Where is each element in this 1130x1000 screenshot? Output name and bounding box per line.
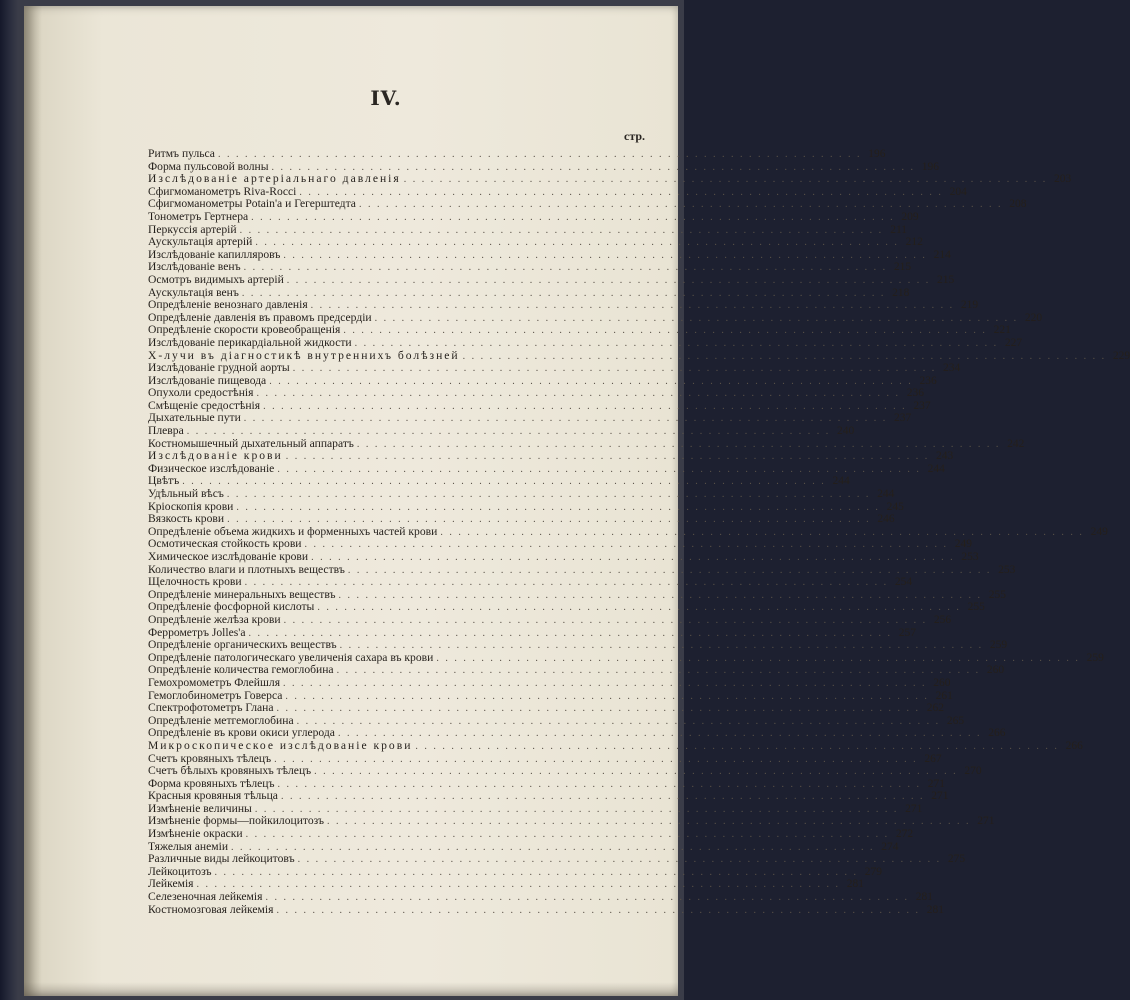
toc-entry-title: Сфигмоманометръ Riva-Rocci [148, 184, 297, 198]
toc-leader-dots [463, 351, 1107, 364]
toc-leader-dots [276, 905, 920, 918]
toc-entry [148, 575, 913, 589]
toc-leader-dots [283, 678, 927, 691]
toc-entry [148, 147, 886, 161]
toc-entry-page: 215 [937, 273, 955, 286]
toc-leader-dots [357, 439, 1001, 452]
toc-entry-page: 236 [906, 387, 924, 400]
toc-entry-page: 243 [935, 450, 954, 463]
toc-leader-dots [277, 464, 921, 477]
toc-entry-title: Опредѣленіе объема жидкихъ и форменныхъ частей крови [148, 524, 438, 538]
toc-entry-page: 281 [915, 891, 933, 904]
toc-entry-page: 260 [933, 676, 951, 689]
toc-leader-dots [317, 602, 961, 615]
toc-entry-page: 209 [901, 210, 919, 223]
toc-entry [148, 675, 951, 690]
toc-entry [148, 424, 855, 438]
toc-entry-page: 219 [960, 299, 979, 312]
toc-entry [148, 550, 979, 564]
toc-entry-page: 267 [924, 752, 942, 765]
toc-entry-title: Костномозговая лейкемія [148, 902, 274, 916]
toc-entry-page: 254 [894, 576, 913, 589]
toc-entry-title: Плевра [148, 424, 184, 438]
toc-entry-page: 255 [988, 588, 1007, 601]
toc-entry-page: 249 [954, 538, 973, 551]
toc-entry [148, 209, 919, 224]
toc-leader-dots [227, 489, 871, 502]
page-fold-shadow [24, 6, 42, 996]
toc-leader-dots [251, 212, 895, 225]
toc-entry-title: Осмотръ видимыхъ артерій [148, 272, 284, 286]
toc-leader-dots [415, 741, 1059, 754]
toc-leader-dots [297, 716, 941, 729]
toc-entry-page: 272 [895, 828, 914, 841]
toc-entry-title: Тяжелыя анеміи [148, 839, 229, 853]
toc-entry-page: 266 [1065, 739, 1083, 752]
toc-entry [148, 411, 912, 425]
toc-entry-title: Селезеночная лейкемія [148, 890, 263, 904]
toc-entry-title: Лейкоцитозъ [148, 864, 212, 878]
toc-entry-page: 208 [1009, 198, 1027, 211]
toc-entry-page: 196 [921, 160, 939, 173]
toc-entry-page: 236 [919, 374, 937, 387]
toc-entry-page: 259 [1086, 651, 1104, 664]
toc-entry [148, 902, 944, 917]
toc-leader-dots [214, 867, 858, 880]
toc-entry-title: Опредѣленіе въ крови окиси углерода [148, 726, 335, 740]
toc-entry-page: 196 [868, 148, 886, 160]
toc-entry-title: Счетъ бѣлыхъ кровяныхъ тѣлецъ [148, 764, 312, 778]
toc-leader-dots [281, 791, 925, 804]
toc-leader-dots [182, 476, 826, 489]
toc-entry-title: Химическое изслѣдованіе крови [148, 550, 309, 563]
toc-entry-page: 244 [877, 488, 895, 501]
toc-entry [148, 738, 1083, 753]
toc-entry-page: 256 [933, 613, 952, 626]
toc-leader-dots [278, 779, 922, 792]
toc-leader-dots [256, 388, 900, 401]
toc-entry-page: 260 [986, 664, 1005, 677]
toc-entry [148, 852, 966, 866]
toc-entry-page: 221 [993, 324, 1011, 337]
toc-leader-dots [305, 539, 949, 552]
toc-entry [148, 461, 945, 476]
toc-entry [148, 335, 1023, 350]
toc-entry-title: Тонометръ Гертнера [148, 209, 249, 223]
toc-entry-page: 242 [1007, 437, 1025, 450]
toc-entry-title: Измѣненіе формы—пойкилоцитозъ [148, 814, 325, 828]
toc-leader-dots [311, 300, 955, 313]
toc-leader-dots [343, 325, 987, 338]
toc-entry-title: Х-лучи въ діагностикѣ внутреннихъ болѣзней [148, 348, 460, 362]
toc-entry-page: 253 [998, 563, 1016, 576]
toc-entry-title: Опредѣленіе патологическаго увеличенія сахара въ крови [148, 650, 434, 664]
toc-entry-page: 271 [931, 790, 949, 803]
toc-entry-title: Различные виды лейкоцитовъ [148, 852, 295, 866]
toc-entry-page: 279 [864, 865, 882, 878]
toc-entry-title: Физическое изслѣдованіе [148, 461, 275, 475]
toc-entry-page: 227 [1004, 336, 1023, 349]
toc-entry-page: 240 [836, 425, 855, 438]
toc-entry [148, 449, 954, 463]
toc-leader-dots [277, 703, 921, 716]
toc-leader-dots [311, 552, 955, 565]
toc-leader-dots [284, 615, 928, 628]
toc-entry-title: Ритмъ пульса [148, 147, 215, 160]
toc-entry-title: Щелочность крови [148, 575, 242, 589]
toc-entry-title: Аускультація артерій [148, 235, 253, 249]
toc-entry-title: Изслѣдованіе артеріальнаго давленія [148, 172, 401, 186]
toc-leader-dots [338, 728, 982, 741]
toc-leader-dots [255, 237, 899, 250]
toc-entry-page: 265 [946, 714, 965, 727]
toc-leader-dots [231, 842, 875, 855]
toc-entry-page: 271 [905, 802, 923, 815]
toc-entry-page: 220 [1024, 311, 1043, 324]
toc-entry-title: Изслѣдованіе пищевода [148, 373, 267, 387]
toc-leader-dots [245, 577, 889, 590]
toc-entry-title: Смѣщеніе средостѣнія [148, 398, 261, 412]
toc-entry-title: Цвѣтъ [148, 474, 180, 488]
toc-entry-title: Опредѣленіе скорости кровеобращенія [148, 323, 341, 337]
toc-entry-page: 245 [886, 500, 904, 513]
toc-entry-page: 214 [933, 248, 951, 261]
toc-entry-title: Счетъ кровяныхъ тѣлецъ [148, 751, 272, 765]
toc-entry [148, 298, 979, 312]
toc-entry-title: Изслѣдованіе капилляровъ [148, 247, 281, 261]
toc-entry-page: 237 [894, 412, 912, 425]
toc-entry-title: Гемоглобинометръ Говерса [148, 688, 283, 702]
toc-leader-dots [274, 754, 918, 767]
toc-entry-title: Микроскопическое изслѣдованіе крови [148, 738, 413, 752]
toc-leader-dots [240, 225, 884, 238]
toc-entry-title: Измѣненіе величины [148, 801, 252, 815]
toc-entry-title: Опредѣленіе метгемоглобина [148, 713, 294, 727]
toc-entry [148, 487, 895, 501]
toc-entry-page: 218 [892, 286, 910, 299]
toc-leader-dots [293, 363, 937, 376]
toc-leader-dots [285, 691, 929, 704]
toc-entry-page: 271 [977, 815, 995, 828]
toc-leader-dots [244, 262, 888, 275]
toc-leader-dots [255, 804, 899, 817]
toc-entry-title: Феррометръ Jolles'a [148, 625, 246, 639]
toc-leader-dots [375, 313, 1019, 326]
toc-entry-page: 271 [927, 777, 945, 790]
toc-entry-page: 275 [947, 853, 966, 866]
toc-entry [148, 235, 923, 249]
toc-entry-title: Спектрофотометръ Глана [148, 701, 274, 715]
toc-entry-title: Форма кровяныхъ тѣлецъ [148, 776, 275, 790]
toc-leader-dots [337, 665, 981, 678]
toc-entry-title: Количество влаги и плотныхъ веществъ [148, 562, 345, 576]
toc-entry [148, 612, 952, 627]
toc-entry-page: 249 [1090, 525, 1108, 538]
toc-leader-dots [286, 451, 930, 464]
table-of-contents [148, 147, 1130, 916]
toc-entry [148, 272, 955, 287]
toc-leader-dots [244, 413, 888, 426]
toc-entry [148, 789, 949, 803]
toc-entry-page: 246 [877, 513, 895, 526]
toc-entry [148, 638, 1008, 652]
toc-entry-title: Гемохромометръ Флейшля [148, 675, 281, 689]
toc-entry-title: Опредѣленіе венознаго давленія [148, 298, 308, 312]
toc-entry-page: 237 [913, 399, 931, 412]
toc-entry-title: Опухоли средостѣнія [148, 386, 254, 400]
toc-leader-dots [249, 628, 893, 641]
toc-entry [148, 701, 945, 715]
toc-entry-page: 204 [949, 185, 967, 198]
page-bottom-edge [24, 982, 678, 996]
toc-entry-title: Изслѣдованіе грудной аорты [148, 361, 290, 375]
toc-entry [148, 864, 882, 879]
toc-entry-page: 262 [926, 702, 945, 715]
toc-leader-dots [265, 892, 909, 905]
toc-entry-page: 266 [988, 727, 1006, 740]
toc-leader-dots [236, 502, 880, 515]
toc-entry-page: 234 [942, 362, 961, 375]
toc-entry-title: Перкуссія артерій [148, 222, 237, 236]
toc-entry-page: 203 [1053, 173, 1072, 186]
toc-entry-title: Сфигмоманометры Potain'a и Гегерштедта [148, 197, 356, 211]
toc-entry-page: 261 [935, 689, 953, 702]
toc-entry-title: Красныя кровяныя тѣльца [148, 789, 278, 803]
toc-leader-dots [440, 527, 1084, 540]
page-column-header: стр. [624, 129, 646, 143]
toc-entry-title: Опредѣленіе желѣза крови [148, 612, 281, 626]
toc-entry-title: Опредѣленіе минеральныхъ веществъ [148, 587, 336, 601]
toc-entry-page: 244 [927, 462, 945, 475]
toc-entry-title: Удѣльный вѣсъ [148, 487, 224, 501]
toc-entry-title: Изслѣдованіе крови [148, 449, 283, 463]
toc-entry-title: Аускультація венъ [148, 285, 239, 299]
toc-entry-title: Дыхательные пути [148, 411, 241, 425]
toc-entry-title: Вязкость крови [148, 512, 225, 526]
toc-entry-page: 215 [893, 261, 912, 274]
toc-leader-dots [339, 590, 983, 603]
toc-entry [148, 512, 895, 526]
toc-entry-title: Опредѣленіе органическихъ веществъ [148, 638, 337, 652]
toc-leader-dots [246, 829, 890, 842]
toc-leader-dots [269, 376, 913, 389]
toc-entry-page: 212 [905, 236, 923, 249]
toc-entry-title: Изслѣдованіе перикардіальной жидкости [148, 335, 352, 349]
toc-entry-page: 253 [961, 551, 979, 563]
toc-entry-page: 281 [846, 878, 865, 891]
toc-entry [148, 499, 904, 514]
toc-leader-dots [218, 149, 862, 162]
toc-entry-title: Измѣненіе окраски [148, 827, 243, 841]
toc-entry-title: Опредѣленіе давленія въ правомъ предсердіи [148, 310, 372, 324]
toc-entry-page: 244 [832, 475, 850, 488]
toc-entry-page: 259 [989, 639, 1008, 652]
toc-entry-page: 270 [964, 765, 982, 778]
toc-entry [148, 827, 914, 841]
toc-entry-page: 229 [1112, 349, 1130, 362]
toc-leader-dots [299, 187, 943, 200]
toc-entry-page: 257 [898, 626, 916, 639]
book-page [24, 6, 1130, 996]
toc-entry [148, 764, 982, 778]
toc-entry [148, 361, 961, 375]
toc-leader-dots [283, 250, 927, 263]
page-number-roman: IV. [370, 86, 402, 110]
toc-leader-dots [197, 879, 841, 892]
toc-entry-title: Осмотическая стойкость крови [148, 537, 302, 551]
toc-entry-page: 255 [967, 601, 985, 614]
toc-entry-title: Опредѣленіе количества гемоглобина [148, 663, 334, 677]
toc-entry-title: Костномышечный дыхательный аппаратъ [148, 436, 354, 450]
toc-leader-dots [298, 854, 942, 867]
toc-entry-title: Лейкемія [148, 877, 194, 891]
toc-entry [148, 474, 850, 488]
toc-entry-title: Изслѣдованіе венъ [148, 260, 241, 274]
toc-entry-title: Форма пульсовой волны [148, 159, 269, 173]
toc-leader-dots [314, 766, 958, 779]
toc-entry-page: 211 [890, 223, 908, 236]
toc-leader-dots [242, 288, 886, 301]
toc-leader-dots [327, 816, 971, 829]
toc-entry [148, 172, 1072, 186]
toc-entry-title: Кріоскопія крови [148, 499, 234, 513]
toc-entry [148, 386, 924, 400]
toc-leader-dots [287, 275, 931, 288]
toc-entry-title: Опредѣленіе фосфорной кислоты [148, 600, 315, 614]
toc-entry-page: 281 [926, 903, 944, 916]
toc-entry-page: 274 [881, 840, 899, 853]
toc-entry [148, 890, 933, 904]
toc-leader-dots [263, 401, 907, 414]
